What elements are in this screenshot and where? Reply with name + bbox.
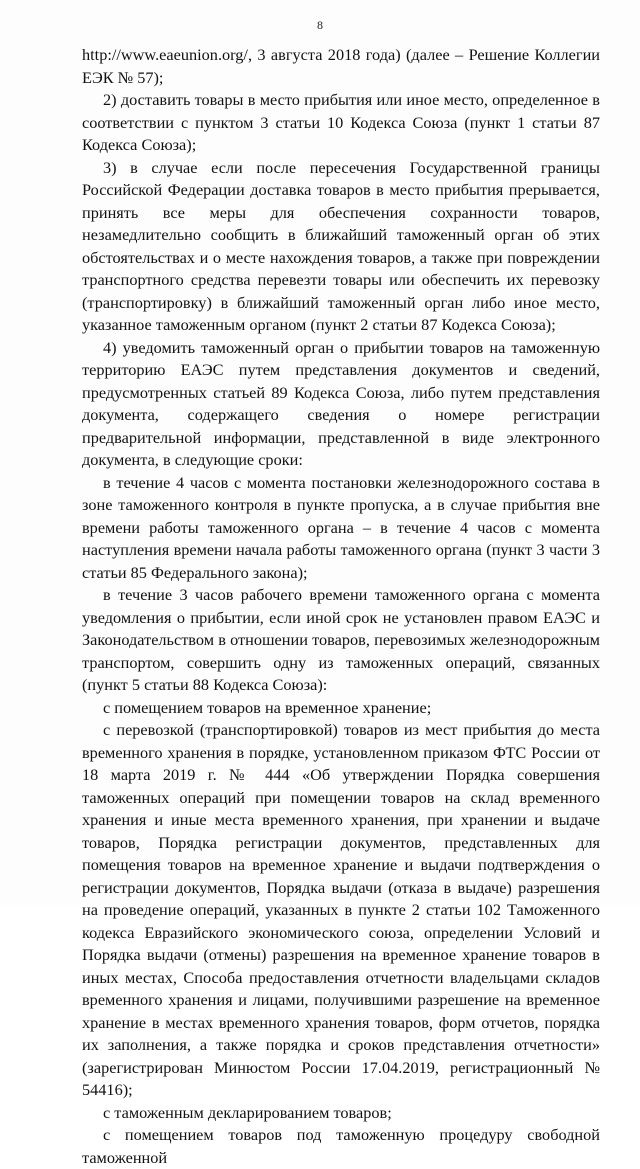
paragraph-item-2: 2) доставить товары в место прибытия или иное место, определенное в соответствии с пунктом 3 статьи 10 Кодекса Союза (пункт 1 статьи 87 Кодекса Союза); (82, 90, 600, 154)
paragraph-item-4: 4) уведомить таможенный орган о прибытии товаров на таможенную территорию ЕАЭС путем представления документов и сведений, предусмотренных статьей 89 Кодекса Союза, либо путем представления документа, содержащего сведения о номере регистрации предварительной информации, представленной в виде электронного документа, в следующие сроки: (82, 337, 600, 469)
page-number: 8 (317, 18, 323, 32)
paragraph-4-hours: в течение 4 часов с момента постановки железнодорожного состава в зоне таможенного контроля в пункте пропуска, а в случае прибытия вне времени работы таможенного органа – в течение 4 часов с момента наступления времени начала работы таможенного органа (пункт 3 части 3 статьи 85 Федерального закона); (82, 472, 600, 582)
paragraph-customs-declaration: с таможенным декларированием товаров; (103, 1102, 392, 1122)
paragraph-3-hours: в течение 3 часов рабочего времени таможенного органа с момента уведомления о прибытии, если иной срок не установлен правом ЕАЭС и Законодательством в отношении товаров, перевозимых железнодорожным транспортом, совершить одну из таможенных операций, связанных (пункт 5 статьи 88 Кодекса Союза): (82, 585, 600, 694)
paragraph-free-customs-procedure: с помещением товаров под таможенную процедуру свободной таможенной (82, 1125, 600, 1167)
paragraph-eaeunion-reference: http://www.eaeunion.org/, 3 августа 2018 года) (далее – Решение Коллегии ЕЭК № 57); (82, 45, 600, 87)
paragraph-temporary-storage: с помещением товаров на временное хранение; (103, 697, 432, 717)
paragraph-transportation-order: с перевозкой (транспортировкой) товаров из мест прибытия до места временного хранения в порядке, установленном приказом ФТС России от 18 марта 2019 г. № 444 «Об утверждении Порядка совершения таможенных операций при помещении товаров на склад временного хранения и иные места временного хранения, при хранении и выдаче товаров, Порядка регистрации документов, представленных для помещения товаров на временное хранение и выдачи подтверждения о регистрации документов, Порядка выдачи (отказа в выдаче) разрешения на проведение операций, указанных в пункте 2 статьи 102 Таможенного кодекса Евразийского экономического союза, определении Условий и Порядка выдачи (отмены) разрешения на временное хранение товаров в иных местах, Способа предоставления отчетности владельцами складов временного хранения и лицами, получившими разрешение на временное хранение в местах временного хранения товаров, форм отчетов, порядка их заполнения, а также порядка и сроков представления отчетности» (зарегистрирован Минюстом России 17.04.2019, регистрационный № 54416); (82, 720, 600, 1099)
document-body (82, 44, 600, 1169)
paragraph-item-3: 3) в случае если после пересечения Государственной границы Российской Федерации доставка товаров в место прибытия прерывается, принять все меры для обеспечения сохранности товаров, незамедлительно сообщить в ближайший таможенный орган об этих обстоятельствах и о месте нахождения товаров, а также при повреждении транспортного средства перевезти товары или обеспечить их перевозку (транспортировку) в ближайший таможенный орган либо иное место, указанное таможенным органом (пункт 2 статьи 87 Кодекса Союза); (82, 157, 600, 334)
